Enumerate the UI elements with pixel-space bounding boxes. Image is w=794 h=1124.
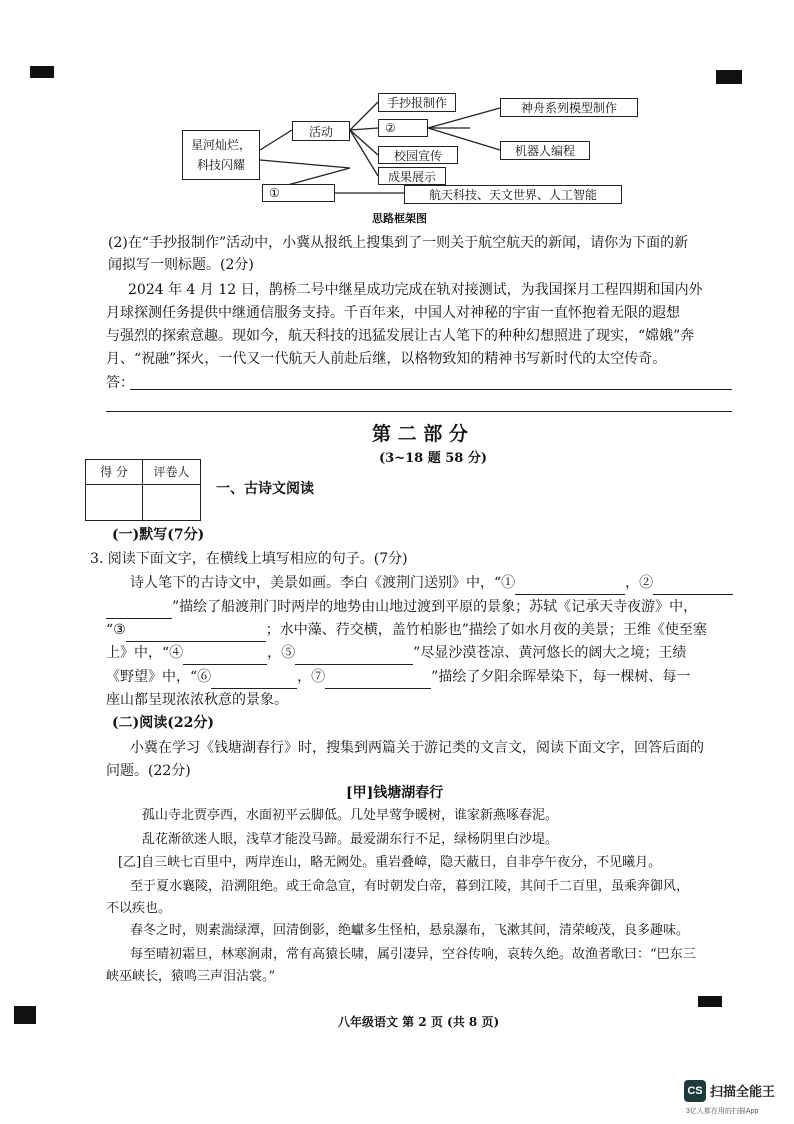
q2-line1: (2)在“手抄报制作”活动中，小冀从报纸上搜集到了一则关于航空航天的新闻，请你为下面的新 (108, 235, 689, 251)
dictation-line4-text-b: ，⑤ (267, 645, 296, 661)
watermark-brand: 扫描全能王 (710, 1084, 776, 1099)
diagram-sub-robot-coding: 机器人编程 (500, 141, 590, 160)
passage-yi-line5: 每至晴初霜旦，林寒涧肃，常有高猿长啸，属引凄异，空谷传响，哀转久绝。故渔者歌曰：“巴东三 (130, 947, 696, 962)
reading-title: (二)阅读(22分) (112, 715, 214, 731)
blank-1[interactable] (515, 578, 625, 595)
q2-answer-line2[interactable] (106, 411, 732, 412)
registration-mark-bottom-left (14, 1006, 36, 1024)
score-table-score-header: 得 分 (100, 465, 128, 479)
blank-5[interactable] (295, 648, 413, 665)
passage-yi-line6: 峡巫峡长，猿鸣三声泪沾裳。” (106, 969, 276, 984)
blank-2a[interactable] (653, 578, 733, 595)
blank-4[interactable] (183, 648, 267, 665)
dictation-line5-text-b: ，⑦ (297, 669, 326, 685)
diagram-caption: 思路框架图 (372, 212, 427, 225)
dictation-line5-text-a: 《野望》中，“⑥ (106, 669, 212, 685)
diagram-connectors (0, 0, 794, 230)
reading-intro-line1: 小冀在学习《钱塘湖春行》时，搜集到两篇关于游记类的文言文，阅读下面文字，回答后面的 (130, 740, 704, 756)
part2-title: 第 二 部 分 (372, 423, 468, 445)
q3-prompt: 3. 阅读下面文字，在横线上填写相应的句子。(7分) (90, 551, 408, 567)
diagram-item-results: 成果展示 (378, 167, 446, 185)
dictation-line2-text: ”描绘了船渡荆门时两岸的地势由山地过渡到平原的景象；苏轼《记承天寺夜游》中， (172, 599, 698, 615)
dictation-line4 (106, 642, 686, 665)
dictation-line2 (106, 596, 697, 619)
blank-2b[interactable] (106, 602, 172, 619)
q2-news-line2: 月球探测任务提供中继通信服务支持。千百年来，中国人对神秘的宇宙一直怀抱着无限的遐想 (106, 305, 680, 321)
q2-answer-label: 答： (106, 375, 134, 391)
diagram-item-handmade-paper: 手抄报制作 (378, 93, 456, 112)
dictation-line5-text-c: ”描绘了夕阳余晖晕染下，每一棵树、每一 (431, 669, 691, 685)
diagram-activity-node: 活动 (292, 121, 350, 141)
blank-3[interactable] (126, 625, 266, 642)
page-footer: 八年级语文 第 2 页 (共 8 页) (338, 1015, 500, 1029)
section1-title: 一、古诗文阅读 (216, 481, 314, 497)
reading-intro-line2: 问题。(22分) (106, 763, 191, 779)
dictation-line3 (106, 619, 707, 642)
q2-answer-line1[interactable] (130, 389, 732, 390)
score-table-grader-header: 评卷人 (153, 465, 190, 479)
dictation-line3-text-a: “③ (106, 622, 126, 638)
poem-title: [甲]钱塘湖春行 (346, 785, 444, 801)
part2-subtitle: (3~18 题 58 分) (379, 451, 487, 466)
q2-news-line4: 月、“祝融”探火，一代又一代航天人前赴后继，以格物致知的精神书写新时代的太空传奇。 (106, 351, 667, 367)
diagram-item-blank-1: ① (262, 184, 335, 202)
dictation-line1 (130, 572, 733, 595)
dictation-title: (一)默写(7分) (112, 527, 205, 543)
dictation-line4-text-c: ”尽显沙漠苍凉、黄河悠长的阔大之境；王绩 (413, 645, 687, 661)
camscanner-logo-icon: CS (684, 1080, 706, 1102)
diagram-sub-topics: 航天科技、天文世界、人工智能 (404, 185, 622, 204)
blank-7[interactable] (325, 672, 431, 689)
passage-yi-line1: [乙]自三峡七百里中，两岸连山，略无阙处。重岩叠嶂，隐天蔽日，自非亭午夜分，不见曦月。 (118, 855, 662, 870)
dictation-line1-text-b: ，② (625, 575, 654, 591)
poem-line1: 孤山寺北贾亭西，水面初平云脚低。几处早莺争暖树，谁家新燕啄春泥。 (142, 808, 559, 823)
diagram-root-line1: 星河灿烂， (190, 138, 251, 152)
diagram-root-line2: 科技闪耀 (196, 158, 245, 172)
dictation-line1-text-a: 诗人笔下的古诗文中，美景如画。李白《渡荆门送别》中，“① (130, 575, 516, 591)
blank-6[interactable] (211, 672, 297, 689)
watermark-tagline: 3亿人都在用的扫描App (686, 1108, 759, 1115)
passage-yi-line2: 至于夏水襄陵，沿溯阻绝。或王命急宣，有时朝发白帝，暮到江陵，其间千二百里，虽乘奔御风， (130, 879, 690, 894)
score-table (85, 459, 201, 521)
q2-news-line3: 与强烈的探索意趣。现如今，航天科技的迅猛发展让古人笔下的种种幻想照进了现实，“嫦娥”奔 (106, 328, 695, 344)
dictation-line5 (106, 666, 690, 689)
passage-yi-line4: 春冬之时，则素湍绿潭，回清倒影，绝巘多生怪柏，悬泉瀑布，飞漱其间，清荣峻茂，良多趣味。 (130, 923, 690, 938)
dictation-line4-text-a: 上》中，“④ (106, 645, 184, 661)
diagram-item-blank-2: ② (378, 119, 428, 137)
registration-mark-bottom-right (698, 996, 722, 1007)
diagram-sub-shenzhou-model: 神舟系列模型制作 (500, 98, 638, 117)
poem-line2: 乱花渐欲迷人眼，浅草才能没马蹄。最爱湖东行不足，绿杨阴里白沙堤。 (142, 832, 559, 847)
scanner-watermark (684, 1080, 788, 1120)
diagram-root-node (182, 130, 260, 180)
dictation-line6: 座山都呈现浓浓秋意的景象。 (106, 692, 288, 708)
score-table-divider-h (86, 484, 200, 485)
q2-line2: 闻拟写一则标题。(2分) (108, 257, 254, 273)
q2-news-line1: 2024 年 4 月 12 日，鹊桥二号中继星成功完成在轨对接测试，为我国探月工程四期和国内外 (128, 282, 703, 298)
passage-yi-line3: 不以疾也。 (106, 901, 172, 916)
diagram-item-campus-promo: 校园宣传 (378, 146, 458, 164)
dictation-line3-text-b: ；水中藻、荇交横，盖竹柏影也”描绘了如水月夜的美景；王维《使至塞 (265, 622, 707, 638)
